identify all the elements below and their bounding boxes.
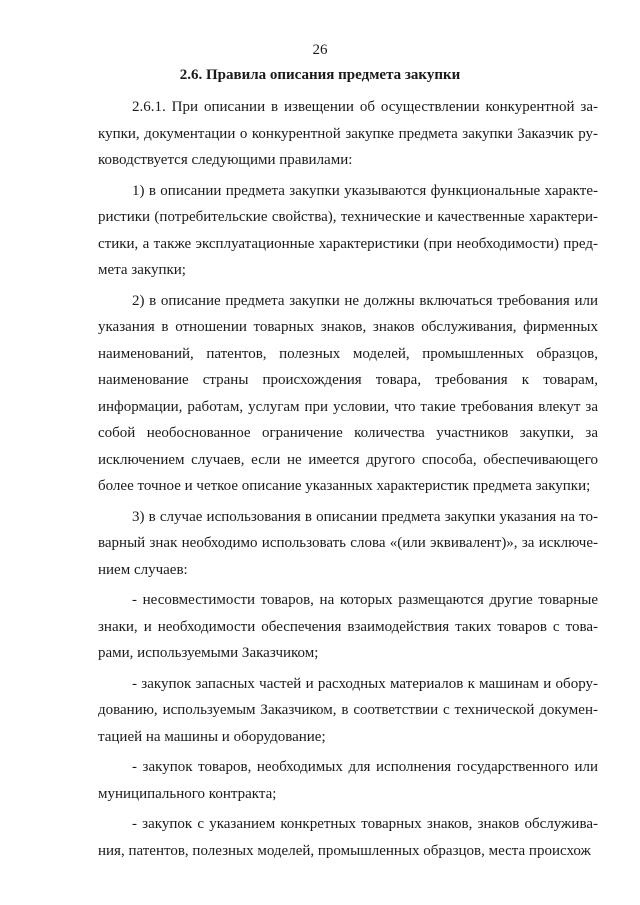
paragraph-rule-2: 2) в описание предмета закупки не должны включаться требования или указания в отношении товарных знаков, знаков обслуживания, фирменных наименований, патентов, полезных моделей, промышленных образцов, наименование страны происхождения товара, требования к товарам, информации, работам, услугам при условии, что такие требования влекут за собой необоснованное ограничение количества участников закупки, за исключением случаев, если не имеется другого способа, обеспечивающего более точное и четкое описание указанных характеристик предмета закупки;: [98, 292, 598, 494]
list-item-state-contract: - закупок товаров, необходимых для исполнения государственного или муниципального контракта;: [98, 759, 598, 802]
paragraph-rule-1: 1) в описании предмета закупки указываются функциональные характеристики (потребительские свойства), технические и качественные характеристики, а также эксплуатационные характеристики (при необходимости) предмета закупки;: [98, 182, 598, 278]
document-body: [98, 94, 598, 868]
paragraph-rule-3: 3) в случае использования в описании предмета закупки указания на товарный знак необходимо использовать слова «(или эквивалент)», за исключением случаев:: [98, 508, 598, 578]
section-title: 2.6. Правила описания предмета закупки: [179, 67, 461, 83]
list-item-incompatibility: - несовместимости товаров, на которых размещаются другие товарные знаки, и необходимости обеспечения взаимодействия таких товаров с товарами, используемыми Заказчиком;: [98, 592, 598, 661]
page-number: 26: [312, 42, 328, 58]
list-item-spare-parts: - закупок запасных частей и расходных материалов к машинам и оборудованию, используемым Заказчиком, в соответствии с технической документацией на машины и оборудование;: [98, 675, 598, 745]
list-item-specific-trademarks: - закупок с указанием конкретных товарных знаков, знаков обслуживания, патентов, полезных моделей, промышленных образцов, места происхож: [98, 816, 598, 859]
paragraph-2-6-1: 2.6.1. При описании в извещении об осуществлении конкурентной закупки, документации о конкурентной закупке предмета закупки Заказчик руководствуется следующими правилами:: [98, 99, 598, 168]
